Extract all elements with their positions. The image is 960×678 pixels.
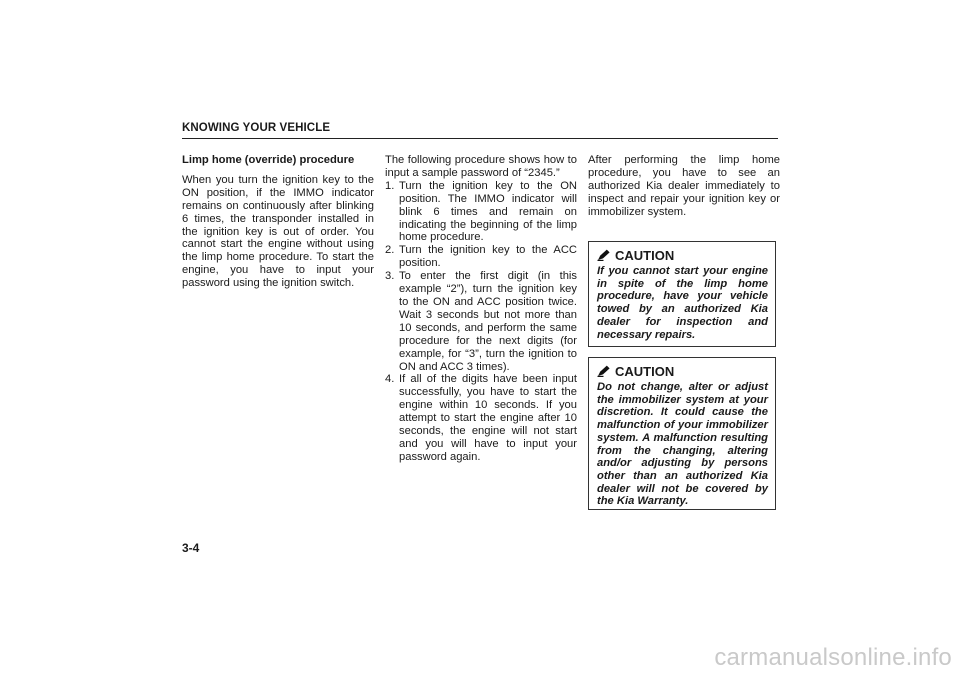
page-number: 3-4 [182,541,200,555]
caution-label: CAUTION [615,247,675,263]
step-number: 4. [385,373,395,386]
section-title: KNOWING YOUR VEHICLE [182,122,331,134]
step-text: Turn the ignition key to the ACC position. [399,244,577,270]
after-procedure-body: After performing the limp home procedure, you have to see an authorized Kia dealer immediately to inspect and repair your ignition key or immobilizer system. [588,154,780,218]
step-number: 2. [385,244,395,257]
step-text: If all of the digits have been input successfully, you have to start the engine within 10 seconds. If you attempt to start the engine after 10 seconds, the engine will not start and you will have to input your password again. [399,373,577,463]
procedure-step [385,373,577,463]
caution-text: Do not change, alter or adjust the immobilizer system at your discretion. It could cause the malfunction of your immobilizer system. A malfunction resulting from the changing, altering and/or adjusting by persons other than an authorized Kia dealer will not be covered by the Kia Warranty. [597,381,768,508]
procedure-step [385,180,577,245]
caution-label: CAUTION [615,363,675,379]
caution-header [597,247,768,263]
procedure-steps [385,180,577,464]
step-text: To enter the first digit (in this example “2”), turn the ignition key to the ON and ACC position twice. Wait 3 seconds but not more than 10 seconds, and perform the same procedure for the next digits (for example, for “3”, turn the ignition to ON and ACC 3 times). [399,270,577,373]
procedure-intro: The following procedure shows how to input a sample password of “2345.” [385,154,577,179]
column-limp-home [182,154,374,290]
caution-text: If you cannot start your engine in spite of the limp home procedure, have your vehicle towed by an authorized Kia dealer for inspection and necessary repairs. [597,265,768,341]
column-procedure [385,154,577,464]
caution-box-immobilizer [588,357,776,510]
step-number: 3. [385,270,395,283]
limp-home-body: When you turn the ignition key to the ON position, if the IMMO indicator remains on continuously after blinking 6 times, the transponder installed in the ignition key is out of order. You cannot start the engine without using the limp home procedure. To start the engine, you have to input your password using the ignition switch. [182,173,374,290]
limp-home-heading: Limp home (override) procedure [182,154,355,166]
pen-icon [597,365,611,377]
watermark: carmanualsonline.info [714,644,952,671]
pen-icon [597,249,611,261]
procedure-step [385,244,577,270]
caution-header [597,363,768,379]
step-number: 1. [385,179,395,192]
procedure-step [385,270,577,373]
step-text: Turn the ignition key to the ON position. The IMMO indicator will blink 6 times and remain on indicating the beginning of the limp home procedure. [399,179,577,244]
caution-box-towing [588,241,776,347]
page-header [182,120,778,139]
column-after-procedure [588,154,780,219]
